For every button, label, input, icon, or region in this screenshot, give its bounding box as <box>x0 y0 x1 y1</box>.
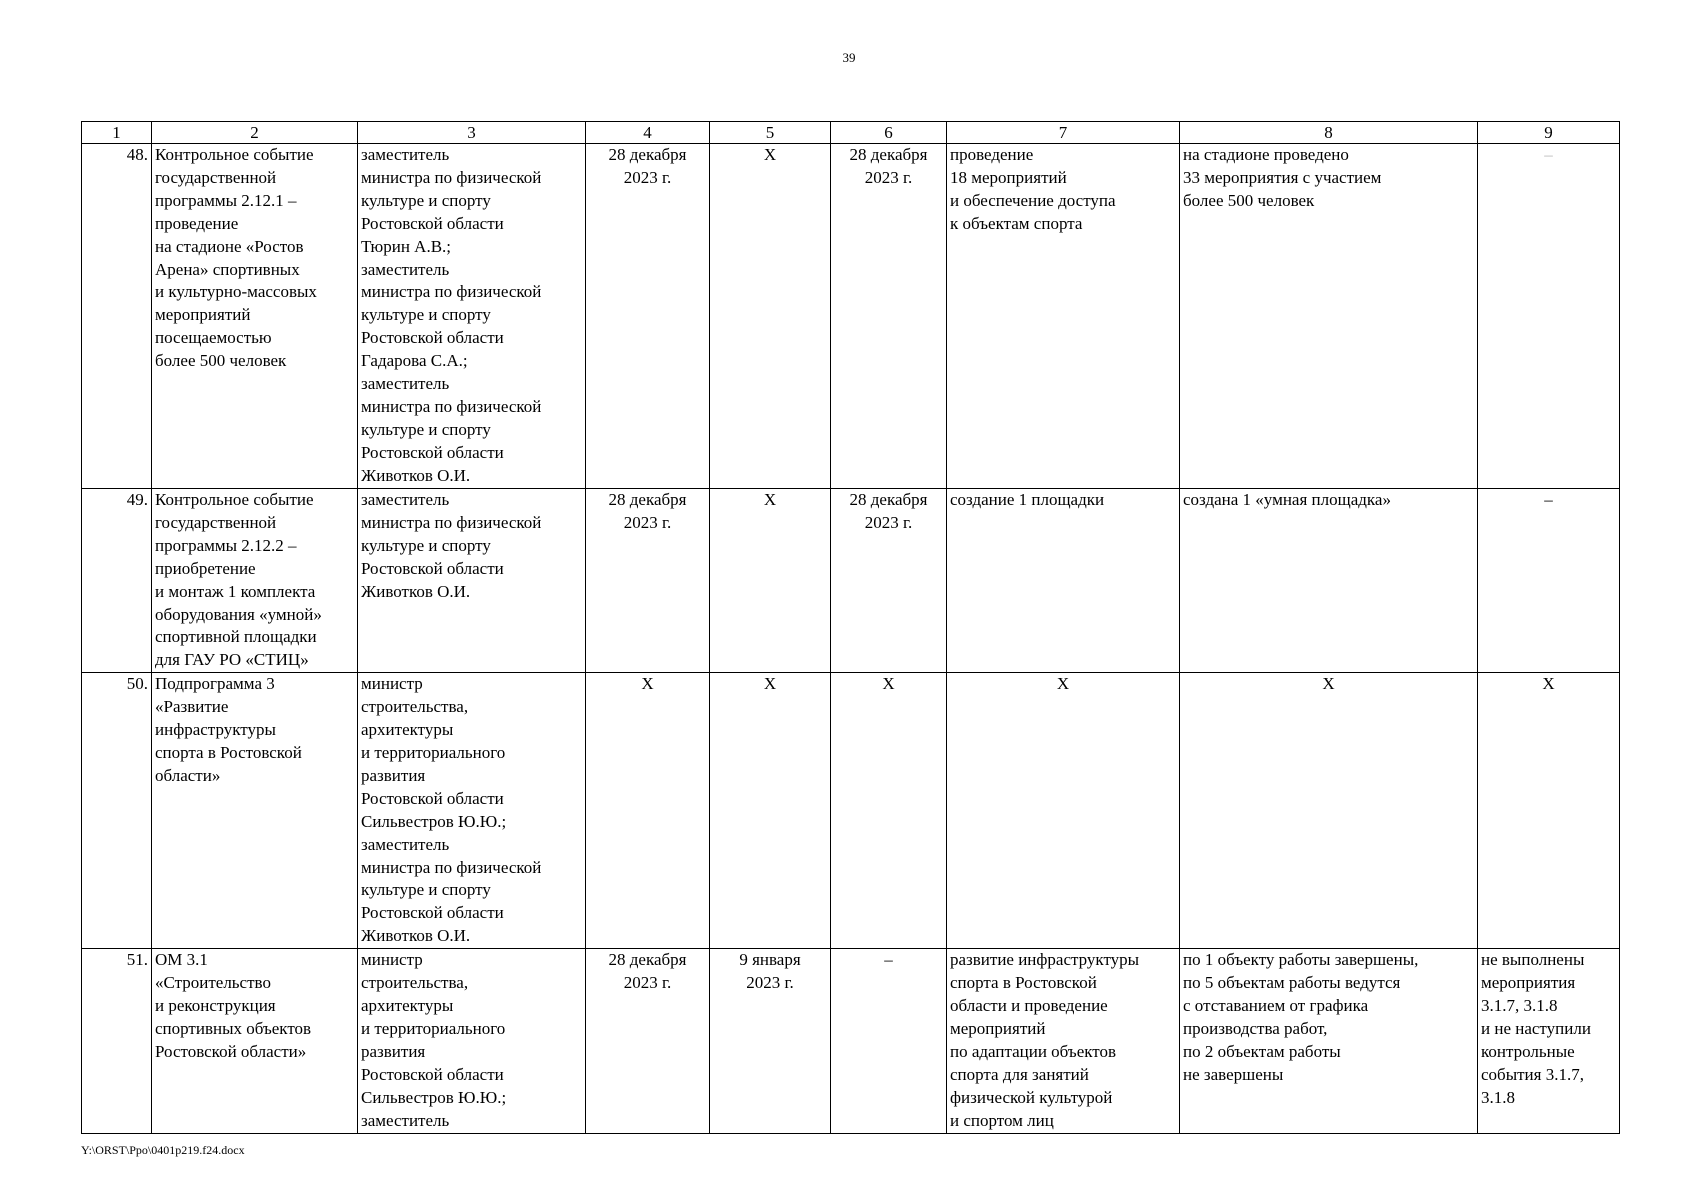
column-header: 9 <box>1478 122 1620 144</box>
start-date-cell: 9 января 2023 г. <box>710 949 831 1133</box>
responsible-cell: министр строительства, архитектуры и территориального развития Ростовской области Сильвестров Ю.Ю.; заместитель министра по физической культуре и спорту Ростовской области Животков О.И. <box>358 673 586 949</box>
event-name-cell: Контрольное событие государственной программы 2.12.1 – проведение на стадионе «Ростов Арена» спортивных и культурно-массовых мероприятий посещаемостью более 500 человек <box>152 144 358 489</box>
row-number: 48. <box>82 144 152 489</box>
column-header: 7 <box>947 122 1180 144</box>
problems-cell: Х <box>1478 673 1620 949</box>
actual-result-cell: по 1 объекту работы завершены, по 5 объектам работы ведутся с отставанием от графика производства работ, по 2 объектам работы не завершены <box>1180 949 1478 1133</box>
start-date-cell: Х <box>710 144 831 489</box>
problems-cell: – <box>1478 489 1620 673</box>
file-path-footer: Y:\ORST\Ppo\0401p219.f24.docx <box>81 1143 245 1157</box>
column-header: 1 <box>82 122 152 144</box>
table-row <box>82 489 1620 673</box>
actual-result-cell: Х <box>1180 673 1478 949</box>
row-number: 49. <box>82 489 152 673</box>
column-number-row <box>82 122 1620 144</box>
end-date-cell: 28 декабря 2023 г. <box>831 489 947 673</box>
column-header: 4 <box>586 122 710 144</box>
start-date-cell: Х <box>710 489 831 673</box>
planned-result-cell: создание 1 площадки <box>947 489 1180 673</box>
end-date-cell: 28 декабря 2023 г. <box>831 144 947 489</box>
row-number: 50. <box>82 673 152 949</box>
column-header: 2 <box>152 122 358 144</box>
page-number: 39 <box>842 50 856 65</box>
planned-result-cell: Х <box>947 673 1180 949</box>
event-name-cell: Контрольное событие государственной программы 2.12.2 – приобретение и монтаж 1 комплекта оборудования «умной» спортивной площадки для ГАУ РО «СТИЦ» <box>152 489 358 673</box>
planned-date-cell: 28 декабря 2023 г. <box>586 144 710 489</box>
column-header: 6 <box>831 122 947 144</box>
event-name-cell: Подпрограмма 3 «Развитие инфраструктуры спорта в Ростовской области» <box>152 673 358 949</box>
report-table <box>81 121 1620 1134</box>
responsible-cell: министр строительства, архитектуры и территориального развития Ростовской области Сильвестров Ю.Ю.; заместитель <box>358 949 586 1133</box>
table-row <box>82 673 1620 949</box>
planned-result-cell: развитие инфраструктуры спорта в Ростовской области и проведение мероприятий по адаптации объектов спорта для занятий физической культурой и спортом лиц <box>947 949 1180 1133</box>
column-header: 5 <box>710 122 831 144</box>
end-date-cell: – <box>831 949 947 1133</box>
column-header: 3 <box>358 122 586 144</box>
problems-cell: – <box>1478 144 1620 489</box>
row-number: 51. <box>82 949 152 1133</box>
planned-date-cell: 28 декабря 2023 г. <box>586 489 710 673</box>
column-header: 8 <box>1180 122 1478 144</box>
start-date-cell: Х <box>710 673 831 949</box>
responsible-cell: заместитель министра по физической культуре и спорту Ростовской области Тюрин А.В.; заместитель министра по физической культуре и спорту Ростовской области Гадарова С.А.; заместитель министра по физической культуре и спорту Ростовской области Животков О.И. <box>358 144 586 489</box>
actual-result-cell: создана 1 «умная площадка» <box>1180 489 1478 673</box>
table-row <box>82 949 1620 1133</box>
planned-result-cell: проведение 18 мероприятий и обеспечение доступа к объектам спорта <box>947 144 1180 489</box>
table-row <box>82 144 1620 489</box>
problems-cell: не выполнены мероприятия 3.1.7, 3.1.8 и не наступили контрольные события 3.1.7, 3.1.8 <box>1478 949 1620 1133</box>
planned-date-cell: Х <box>586 673 710 949</box>
responsible-cell: заместитель министра по физической культуре и спорту Ростовской области Животков О.И. <box>358 489 586 673</box>
end-date-cell: Х <box>831 673 947 949</box>
event-name-cell: ОМ 3.1 «Строительство и реконструкция спортивных объектов Ростовской области» <box>152 949 358 1133</box>
actual-result-cell: на стадионе проведено 33 мероприятия с участием более 500 человек <box>1180 144 1478 489</box>
planned-date-cell: 28 декабря 2023 г. <box>586 949 710 1133</box>
